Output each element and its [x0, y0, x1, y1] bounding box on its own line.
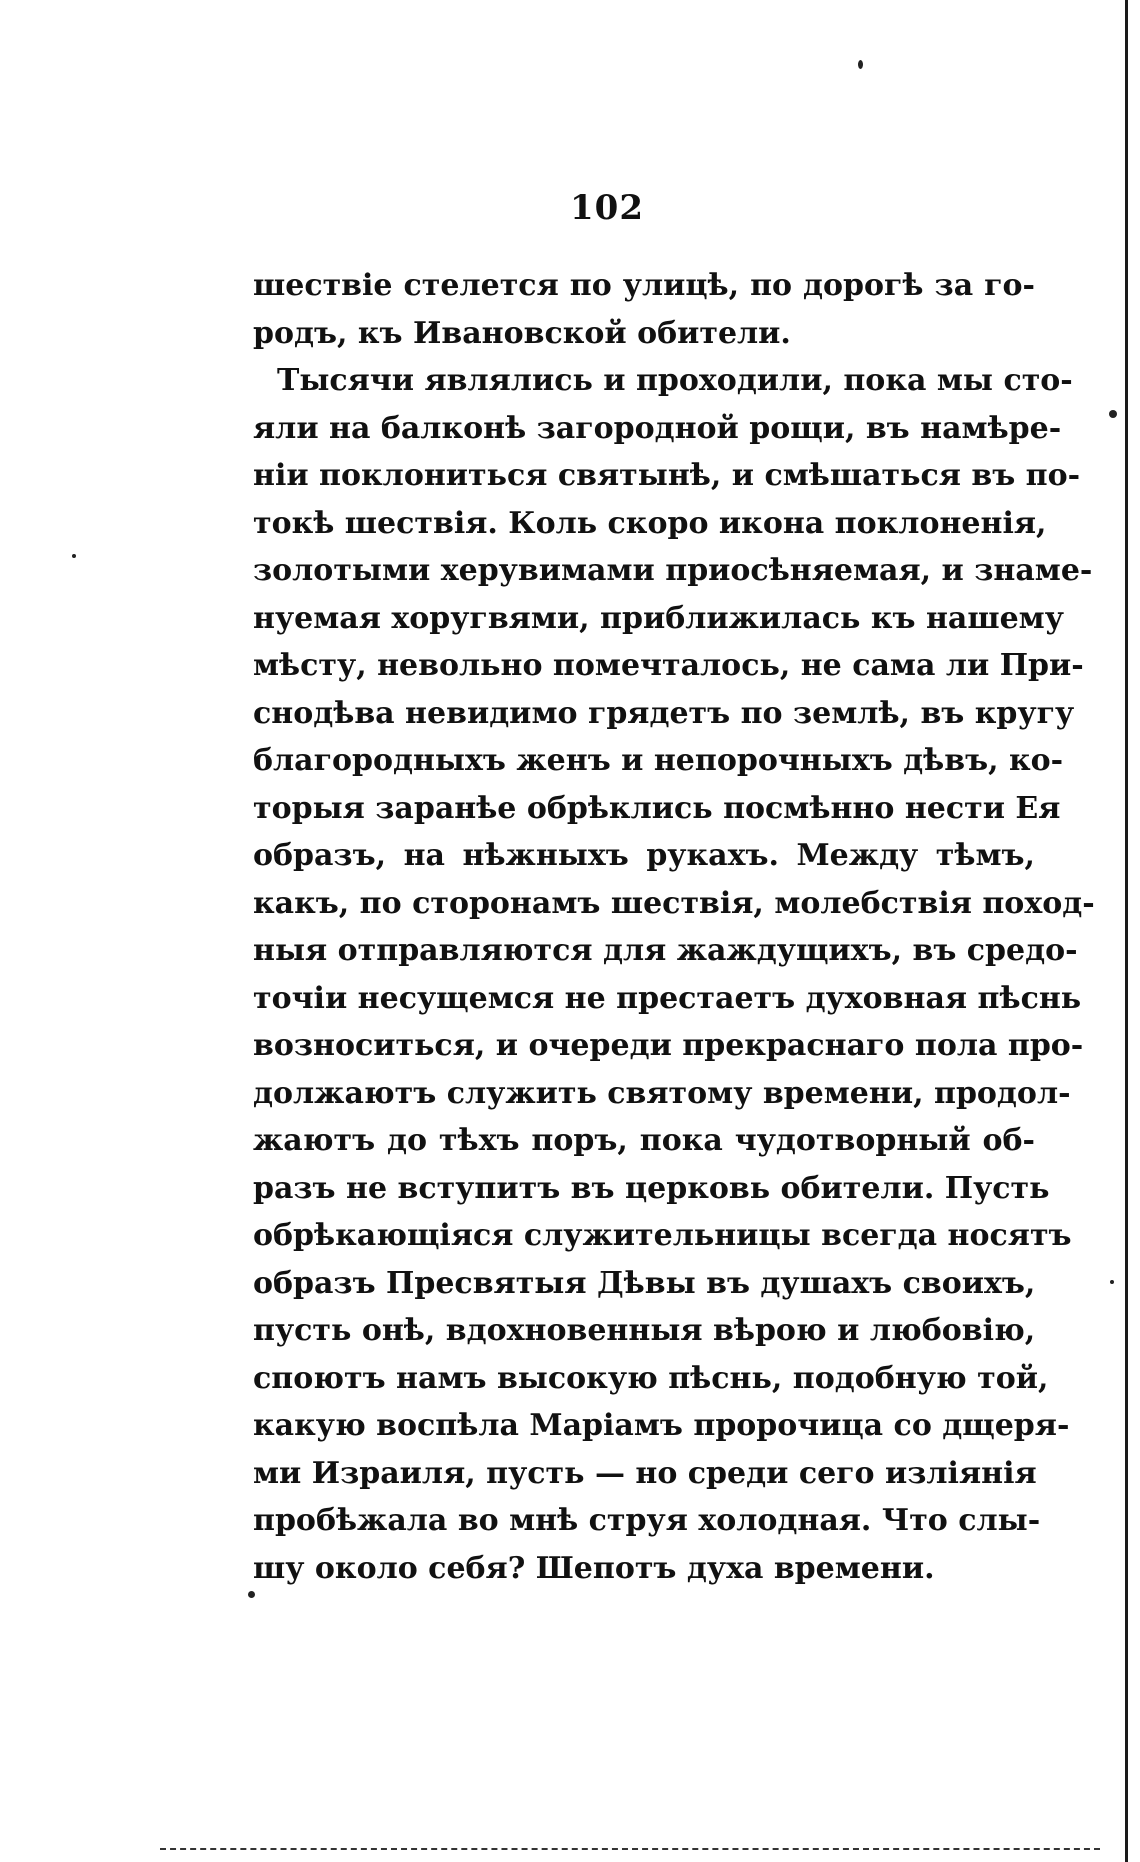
page-number: 102	[570, 188, 644, 228]
text-line: ныя отправляются для жаждущихъ, въ средо-	[253, 933, 1078, 968]
text-line: токѣ шествія. Коль скоро икона поклоненія,	[253, 505, 1047, 541]
binding-edge	[1125, 0, 1128, 1862]
text-line: образъ, на нѣжныхъ рукахъ. Между тѣмъ,	[253, 838, 1035, 873]
text-line: ми Израиля, пусть — но среди сего изліянія	[253, 1455, 1037, 1491]
text-line: споютъ намъ высокую пѣснь, подобную той,	[253, 1360, 1049, 1396]
ink-speck	[1110, 1280, 1114, 1284]
page-bottom-edge	[160, 1848, 1100, 1850]
ink-speck	[72, 554, 76, 558]
text-line: пусть онѣ, вдохновенныя вѣрою и любовію,	[253, 1313, 1036, 1348]
text-line: пробѣжала во мнѣ струя холодная. Что слы-	[253, 1503, 1041, 1538]
text-line: обрѣкающіяся служительницы всегда носятъ	[253, 1218, 1072, 1253]
text-line: Тысячи являлись и проходили, пока мы сто-	[277, 363, 1073, 398]
text-line: шествіе стелется по улицѣ, по дорогѣ за го-	[253, 268, 1035, 303]
text-line: яли на балконѣ загородной рощи, въ намѣре-	[253, 410, 1062, 446]
ink-speck	[858, 60, 863, 69]
ink-speck	[248, 1591, 255, 1598]
body-text	[253, 262, 1095, 1592]
text-line: какъ, по сторонамъ шествія, молебствія поход-	[253, 885, 1095, 921]
text-line: образъ Пресвятыя Дѣвы въ душахъ своихъ,	[253, 1265, 1036, 1301]
text-line: какую воспѣла Маріамъ пророчица со дщеря-	[253, 1408, 1070, 1443]
text-line: возноситься, и очереди прекраснаго пола про-	[253, 1028, 1084, 1063]
text-line: родъ, къ Ивановской обители.	[253, 315, 791, 351]
text-line: должаютъ служить святому времени, продол-	[253, 1075, 1071, 1111]
text-line: снодѣва невидимо грядетъ по землѣ, въ кругу	[253, 695, 1075, 731]
text-line: ніи поклониться святынѣ, и смѣшаться въ по-	[253, 458, 1081, 493]
text-line: золотыми херувимами приосѣняемая, и знаме-	[253, 553, 1093, 588]
text-line: точіи несущемся не престаетъ духовная пѣснь	[253, 980, 1082, 1016]
text-line: нуемая хоругвями, приближилась къ нашему	[253, 600, 1064, 636]
text-line: торыя заранѣе обрѣклись посмѣнно нести Ея	[253, 790, 1061, 826]
ink-speck	[1109, 410, 1117, 418]
text-line: благородныхъ женъ и непорочныхъ дѣвъ, ко-	[253, 743, 1064, 778]
text-line: жаютъ до тѣхъ поръ, пока чудотворный об-	[253, 1123, 1035, 1158]
text-line: мѣсту, невольно помечталось, не сама ли При-	[253, 648, 1084, 683]
text-line: разъ не вступитъ въ церковь обители. Пусть	[253, 1170, 1050, 1206]
text-line: шу около себя? Шепотъ духа времени.	[253, 1550, 935, 1586]
